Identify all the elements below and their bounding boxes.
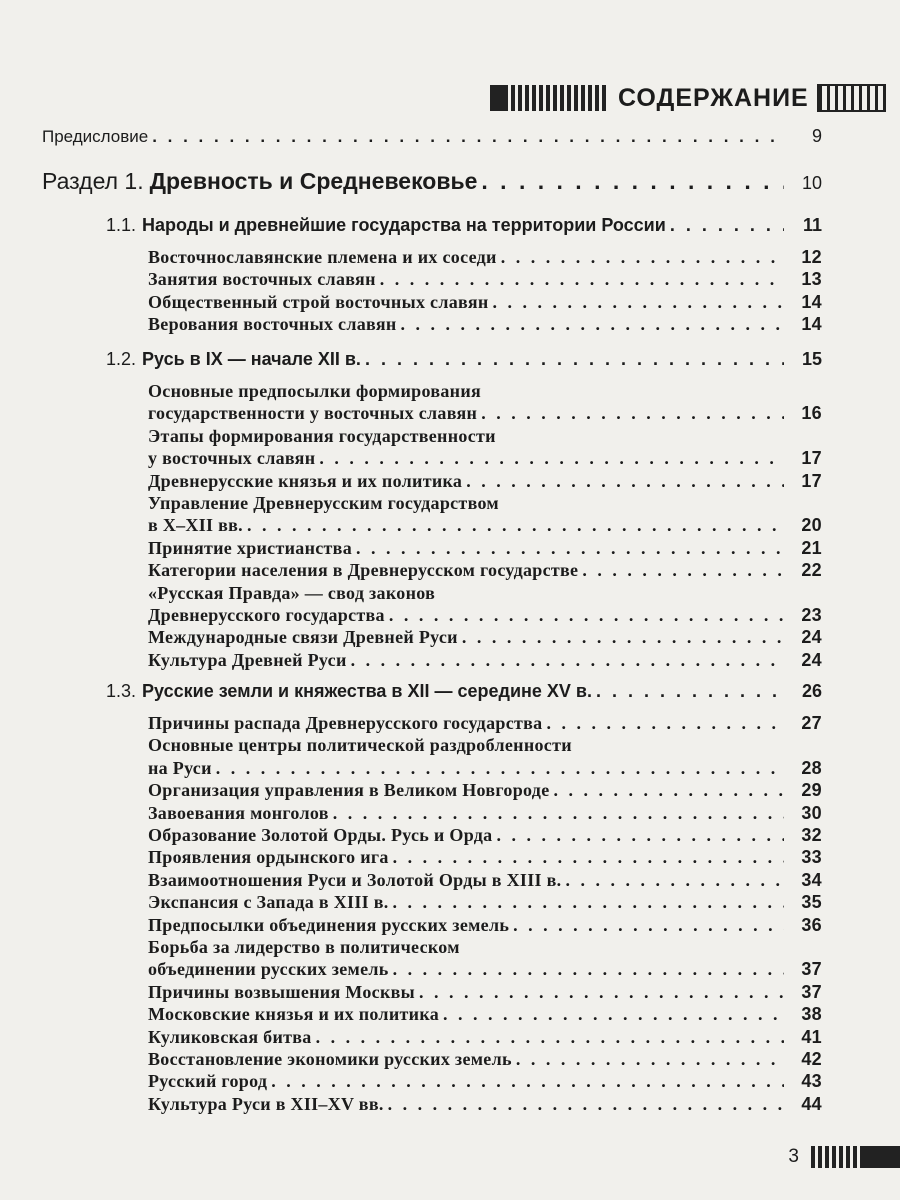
- toc-item-page: 38: [801, 1004, 822, 1025]
- toc-item-page: 32: [801, 825, 822, 845]
- toc-item-line: [148, 583, 822, 604]
- toc-item[interactable]: [148, 247, 822, 268]
- toc-item-text: государственности у восточных славян: [148, 403, 478, 424]
- toc-item-text: Взаимоотношения Руси и Золотой Орды в XIII в.: [148, 869, 562, 890]
- toc-item-text: Культура Руси в XII–XV вв.: [148, 1093, 384, 1114]
- toc-item-page: 14: [801, 314, 822, 335]
- toc-item-page: 29: [801, 780, 822, 801]
- header-decoration-box: [817, 84, 886, 112]
- toc-item-page: 28: [801, 757, 822, 778]
- toc-item-text: Организация управления в Великом Новгороде: [148, 780, 550, 801]
- toc-item-page: 27: [801, 713, 822, 733]
- toc-item-text: Этапы формирования государственности: [148, 425, 496, 446]
- toc-item[interactable]: [148, 1027, 822, 1048]
- toc-item-text: Международные связи Древней Руси: [148, 627, 458, 648]
- toc-item-page: 17: [801, 470, 822, 491]
- toc-subsection-title: Русские земли и княжества в XII — середине XV в.: [142, 681, 592, 701]
- toc-item[interactable]: [148, 605, 822, 626]
- toc-item-text: в X–XII вв.: [148, 515, 243, 536]
- toc-item-page: 21: [801, 537, 822, 558]
- toc-subsection[interactable]: [106, 681, 822, 702]
- toc-item-text: объединении русских земель: [148, 959, 389, 980]
- toc-item-page: 24: [801, 627, 822, 648]
- toc-section[interactable]: [42, 168, 822, 195]
- toc-item-page: 43: [801, 1071, 822, 1092]
- toc-item-page: 23: [801, 605, 822, 625]
- toc-item-page: 41: [801, 1026, 822, 1047]
- toc-subsection[interactable]: [106, 215, 822, 236]
- toc-item-text: Причины возвышения Москвы: [148, 981, 415, 1002]
- toc-item-page: 13: [801, 269, 822, 290]
- toc-item[interactable]: [148, 780, 822, 801]
- toc-item[interactable]: [148, 713, 822, 734]
- toc-item-page: 14: [801, 291, 822, 312]
- toc-subsection-number: 1.1.: [106, 215, 137, 235]
- toc-item-text: Экспансия с Запада в XIII в.: [148, 892, 389, 913]
- toc-preface-page: 9: [811, 126, 822, 146]
- page-number: 3: [788, 1146, 799, 1167]
- toc-item-text: Занятия восточных славян: [148, 269, 376, 290]
- toc-item-text: Причины распада Древнерусского государства: [148, 713, 543, 733]
- toc-item-page: 37: [801, 959, 822, 980]
- toc-item[interactable]: [148, 448, 822, 469]
- toc-preface-label: Предисловие: [42, 127, 149, 146]
- toc-item-page: 37: [801, 981, 822, 1002]
- toc-item[interactable]: [148, 847, 822, 868]
- toc-item[interactable]: [148, 758, 822, 779]
- toc-item-text: Культура Древней Руси: [148, 649, 347, 670]
- toc-item-text: Принятие христианства: [148, 537, 353, 558]
- toc-item-page: 24: [801, 649, 822, 670]
- toc-item-text: Восточнославянские племена и их соседи: [148, 247, 497, 267]
- toc-item[interactable]: [148, 959, 822, 980]
- toc-item[interactable]: [148, 314, 822, 335]
- toc-item[interactable]: [148, 982, 822, 1003]
- toc-item[interactable]: [148, 269, 822, 290]
- toc-item[interactable]: [148, 1071, 822, 1092]
- toc-item[interactable]: [148, 803, 822, 824]
- toc-item[interactable]: [148, 892, 822, 913]
- toc-subsection-number: 1.2.: [106, 349, 137, 369]
- toc-item[interactable]: [148, 403, 822, 424]
- toc-item-text: Категории населения в Древнерусском государстве: [148, 560, 579, 581]
- toc-item-text: «Русская Правда» — свод законов: [148, 582, 436, 603]
- footer-decoration-bars: [811, 1146, 900, 1168]
- toc-item-line: [148, 426, 822, 447]
- toc-item-line: [148, 493, 822, 514]
- toc-item-page: 34: [801, 869, 822, 890]
- toc-section-page: 10: [801, 173, 822, 193]
- toc-item-page: 35: [801, 892, 822, 913]
- toc-item[interactable]: [148, 1094, 822, 1115]
- toc-item[interactable]: [148, 515, 822, 536]
- toc-item[interactable]: [148, 870, 822, 891]
- toc-item-page: 16: [801, 403, 822, 424]
- toc-item-text: Предпосылки объединения русских земель: [148, 914, 510, 935]
- toc-item-page: 44: [801, 1093, 822, 1114]
- toc-item-line: [148, 937, 822, 958]
- header-decoration-bars: [490, 85, 606, 111]
- toc-item-text: Московские князья и их политика: [148, 1004, 440, 1025]
- toc-item-text: Верования восточных славян: [148, 314, 397, 335]
- toc-item[interactable]: [148, 650, 822, 671]
- toc-item[interactable]: [148, 1004, 822, 1025]
- toc-item[interactable]: [148, 292, 822, 313]
- toc-subsection-page: 26: [801, 681, 822, 701]
- toc-item[interactable]: [148, 915, 822, 936]
- contents-title: СОДЕРЖАНИЕ: [618, 83, 809, 112]
- page-footer: [788, 1144, 900, 1170]
- toc-item-page: 33: [801, 847, 822, 868]
- toc-item-line: [148, 381, 822, 402]
- toc-subsection-number: 1.3.: [106, 681, 137, 701]
- toc-subsection-page: 15: [801, 349, 822, 369]
- toc-item-text: Основные предпосылки формирования: [148, 381, 482, 401]
- toc-item-text: на Руси: [148, 757, 212, 778]
- toc-item-text: Древнерусского государства: [148, 605, 385, 625]
- page-header: [490, 80, 886, 116]
- toc-item-page: 30: [801, 802, 822, 823]
- toc-item-text: Общественный строй восточных славян: [148, 291, 489, 312]
- toc-item-text: Восстановление экономики русских земель: [148, 1049, 512, 1069]
- toc-item-text: Древнерусские князья и их политика: [148, 470, 463, 491]
- toc-item-page: 36: [801, 914, 822, 935]
- toc-item[interactable]: [148, 560, 822, 581]
- toc-item-page: 20: [801, 515, 822, 536]
- toc-subsection-page: 11: [802, 215, 822, 235]
- toc-item-page: 22: [801, 560, 822, 581]
- toc-item[interactable]: [148, 471, 822, 492]
- toc-section-prefix: Раздел 1.: [42, 168, 144, 194]
- toc-item[interactable]: [148, 538, 822, 559]
- toc-item-text: Основные центры политической раздробленности: [148, 735, 572, 756]
- toc-item-text: Управление Древнерусским государством: [148, 493, 499, 513]
- toc-item-text: у восточных славян: [148, 448, 316, 469]
- toc-item-page: 42: [801, 1049, 822, 1069]
- toc-subsection[interactable]: [106, 349, 822, 370]
- toc-item-text: Русский город: [148, 1071, 268, 1092]
- toc-section-title: Древность и Средневековье: [149, 168, 478, 194]
- toc-item-text: Завоевания монголов: [148, 802, 329, 823]
- toc-item-line: [148, 735, 822, 756]
- toc-item-text: Борьба за лидерство в политическом: [148, 937, 460, 957]
- toc-item-page: 12: [801, 247, 822, 267]
- toc-item-text: Куликовская битва: [148, 1026, 312, 1047]
- toc-item-page: 17: [801, 448, 822, 469]
- toc-subsection-title: Русь в IX — начале XII в.: [142, 349, 361, 369]
- toc-item[interactable]: [148, 1049, 822, 1070]
- toc-item-text: Образование Золотой Орды. Русь и Орда: [148, 825, 493, 845]
- toc-item[interactable]: [148, 627, 822, 648]
- toc-item-text: Проявления ордынского ига: [148, 847, 389, 868]
- toc-preface[interactable]: [42, 126, 822, 147]
- toc-item[interactable]: [148, 825, 822, 846]
- toc-subsection-title: Народы и древнейшие государства на территории России: [142, 215, 666, 235]
